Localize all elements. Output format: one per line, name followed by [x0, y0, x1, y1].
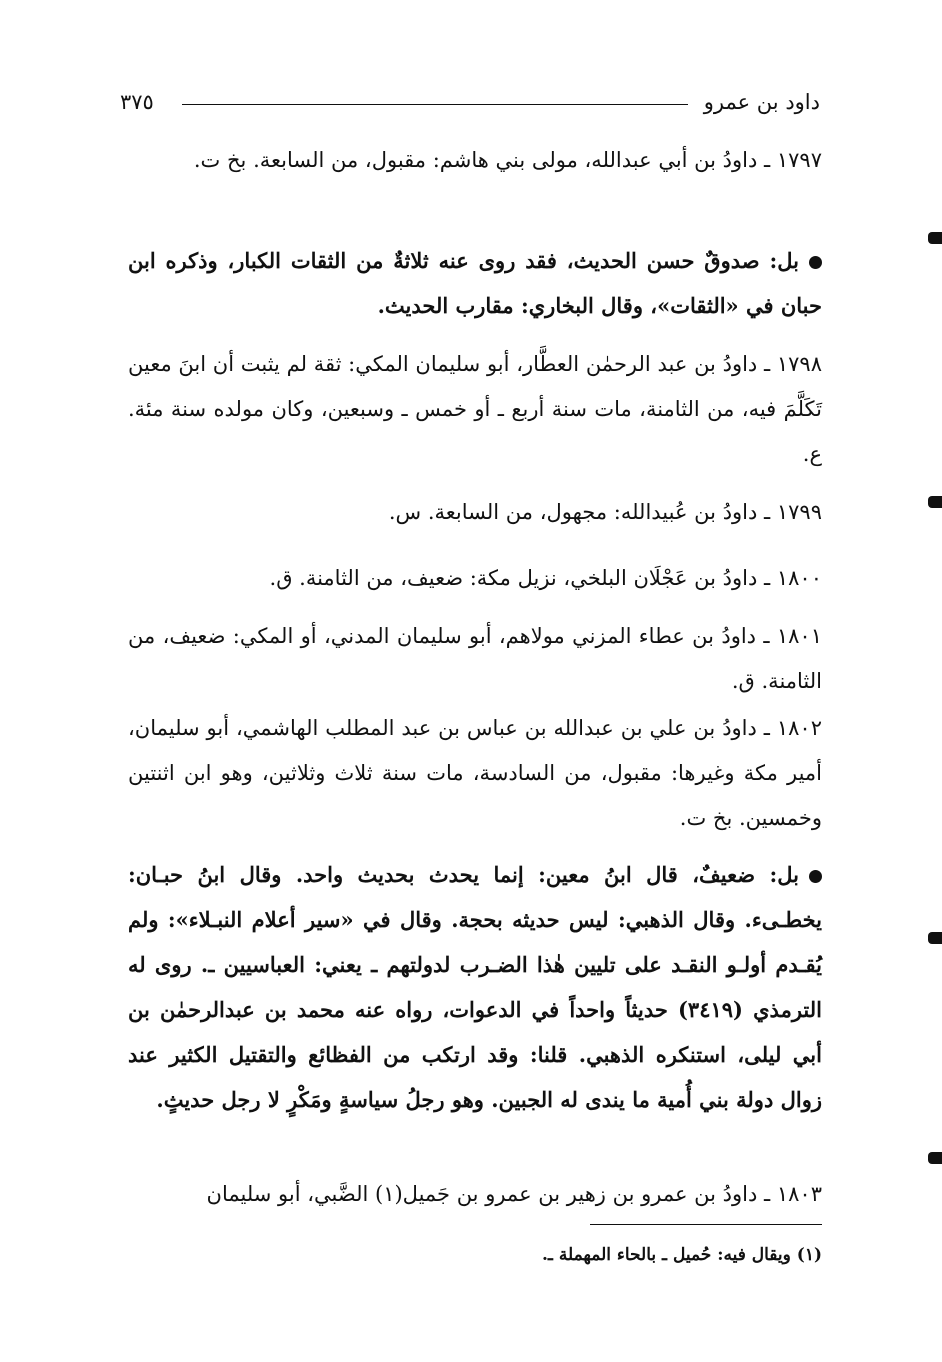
header-rule — [182, 104, 688, 105]
running-title: داود بن عمرو — [703, 90, 820, 114]
entry-1799 — [128, 490, 822, 535]
entry-text: ١٨٠٠ ـ داودُ بن عَجْلَان البلخي، نزيل مكة: ضعيف، من الثامنة. ق. — [269, 566, 822, 590]
comment-1797 — [128, 238, 822, 328]
entry-text: ١٧٩٧ ـ داودُ بن أبي عبدالله، مولى بني هاشم: مقبول، من السابعة. بخ ت. — [193, 148, 822, 172]
footnote-rule — [590, 1224, 822, 1225]
entry-text: ١٨٠٢ ـ داودُ بن علي بن عبدالله بن عباس بن عبد المطلب الهاشمي، أبو سليمان، أمير مكة وغيرها: مقبول، من السادسة، مات سنة ثلاث وثلاثين، وهو ابن اثنتين وخمسين. بخ ت. — [128, 716, 822, 830]
bullet-icon — [809, 870, 822, 883]
comment-text: بل: ضعيفٌ، قال ابنُ معين: إنما يحدث بحديث واحد. وقال ابنُ حبـان: يخطـىء. وقال الذهبي: ليس حديثه بحجة. وقال في «سير أعلام النبـلاء»: ولم يُقـدم أولـو النقـد على تليين هٰذا الضـرب لدولتهم ـ يعني: العباسيين ـ. روى له الترمذي (٣٤١٩) حديثاً واحداً في الدعوات، رواه عنه محمد بن عبدالرحمٰن بن أبي ليلى، استنكره الذهبي. قلنا: وقد ارتكب من الفظائع والتقتيل الكثير عند زوال دولة بني أُمية ما يندى له الجبين. وهو رجلُ سياسةٍ ومَكْرٍ لا رجل حديثٍ. — [128, 862, 822, 1112]
bullet-icon — [809, 256, 822, 269]
entry-text: ١٨٠٣ ـ داودُ بن عمرو بن زهير بن عمرو بن جَميل(١) الضَّبي، أبو سليمان — [206, 1182, 822, 1206]
comment-text: بل: صدوقٌ حسن الحديث، فقد روى عنه ثلاثةٌ من الثقات الكبار، وذكره ابن حبان في «الثقات»، وقال البخاري: مقارب الحديث. — [128, 248, 822, 318]
margin-mark — [928, 232, 942, 244]
entry-1797 — [128, 138, 822, 183]
entry-1800 — [128, 556, 822, 601]
footnote: (١) ويقال فيه: حُميل ـ بالحاء المهملة ـ. — [542, 1245, 822, 1265]
comment-1802 — [128, 852, 822, 1122]
entry-text: ١٧٩٨ ـ داودُ بن عبد الرحمٰن العطَّار، أبو سليمان المكي: ثقة لم يثبت أن ابنَ معين تَكَلَّمَ فيه، من الثامنة، مات سنة أربع ـ أو خمس ـ وسبعين، وكان مولده سنة مئة. ع. — [128, 352, 822, 466]
entry-1801 — [128, 614, 822, 704]
entry-text: ١٨٠١ ـ داودُ بن عطاء المزني مولاهم، أبو سليمان المدني، أو المكي: ضعيف، من الثامنة. ق. — [128, 624, 822, 693]
entry-text: ١٧٩٩ ـ داودُ بن عُبيدالله: مجهول، من السابعة. س. — [388, 500, 822, 524]
margin-mark — [928, 496, 942, 508]
entry-1798 — [128, 342, 822, 477]
margin-mark — [928, 932, 942, 944]
entry-1802 — [128, 706, 822, 841]
running-header — [120, 84, 820, 120]
page-number: ٣٧٥ — [120, 90, 154, 114]
entry-1803 — [128, 1172, 822, 1217]
margin-mark — [928, 1152, 942, 1164]
